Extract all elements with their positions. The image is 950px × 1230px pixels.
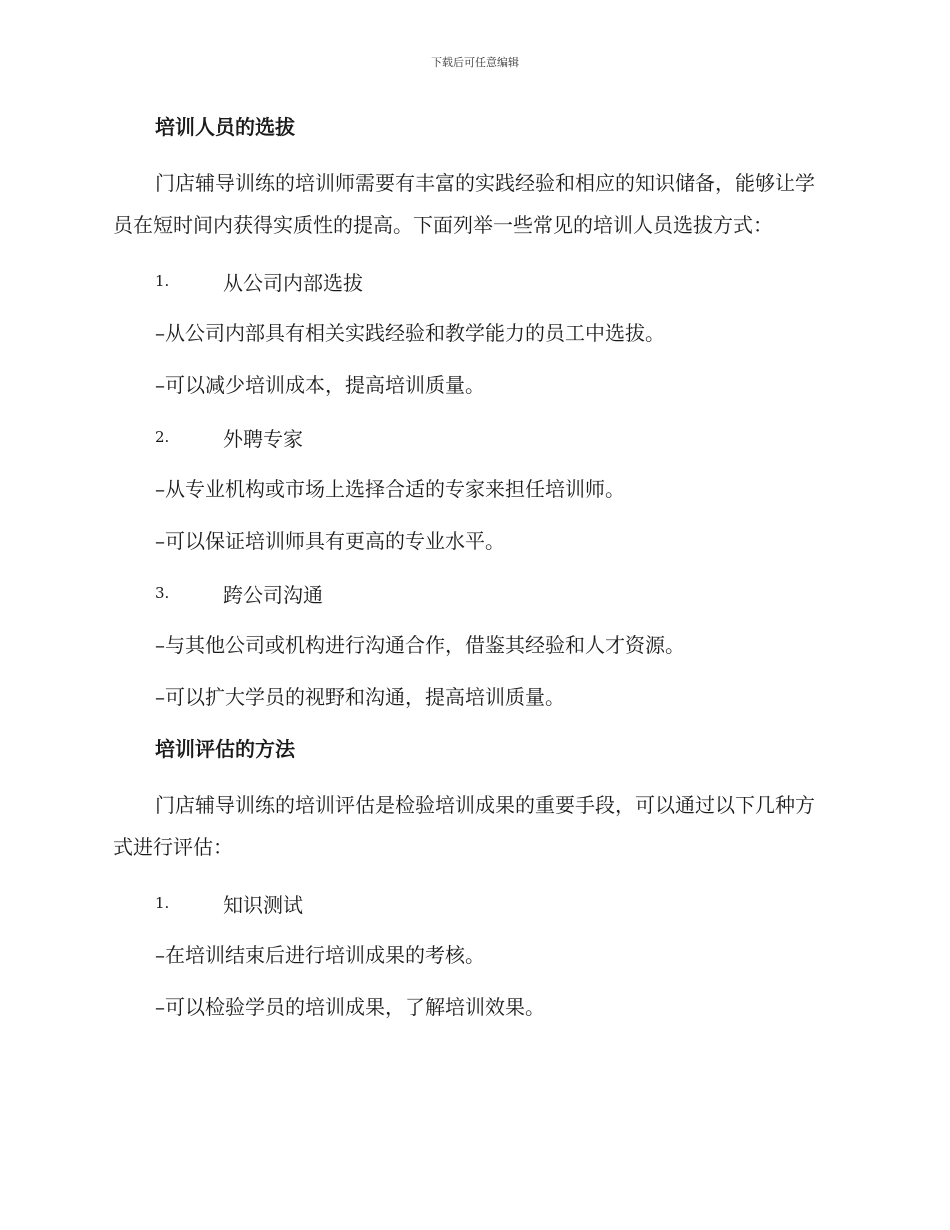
list-item (155, 264, 833, 298)
bullet-line: –可以检验学员的培训成果，了解培训效果。 (155, 995, 545, 1019)
list-item (155, 886, 833, 920)
list-item (155, 576, 833, 610)
page-header-note: 下载后可任意编辑 (431, 56, 519, 69)
list-title: 外聘专家 (223, 426, 303, 451)
list-number: 3. (155, 584, 170, 602)
bullet-line: –可以扩大学员的视野和沟通，提高培训质量。 (155, 685, 565, 709)
list-number: 1. (155, 272, 170, 290)
section-heading: 培训评估的方法 (155, 737, 295, 761)
list-title: 知识测试 (223, 892, 303, 917)
bullet-line: –可以减少培训成本，提高培训质量。 (155, 373, 485, 397)
list-title: 跨公司沟通 (223, 582, 323, 607)
section-intro: 门店辅导训练的培训评估是检验培训成果的重要手段，可以通过以下几种方式进行评估： (113, 793, 815, 859)
bullet-line: –在培训结束后进行培训成果的考核。 (155, 943, 485, 967)
bullet-line: –从专业机构或市场上选择合适的专家来担任培训师。 (155, 477, 625, 501)
section-heading: 培训人员的选拔 (155, 115, 295, 139)
bullet-line: –与其他公司或机构进行沟通合作，借鉴其经验和人才资源。 (155, 633, 685, 657)
list-item (155, 420, 833, 454)
document-body (113, 110, 833, 1024)
section-intro: 门店辅导训练的培训师需要有丰富的实践经验和相应的知识储备，能够让学员在短时间内获得实质性的提高。下面列举一些常见的培训人员选拔方式： (113, 171, 815, 237)
list-number: 1. (155, 894, 170, 912)
list-number: 2. (155, 428, 170, 446)
bullet-line: –可以保证培训师具有更高的专业水平。 (155, 529, 505, 553)
bullet-line: –从公司内部具有相关实践经验和教学能力的员工中选拔。 (155, 321, 665, 345)
list-title: 从公司内部选拔 (223, 270, 363, 295)
